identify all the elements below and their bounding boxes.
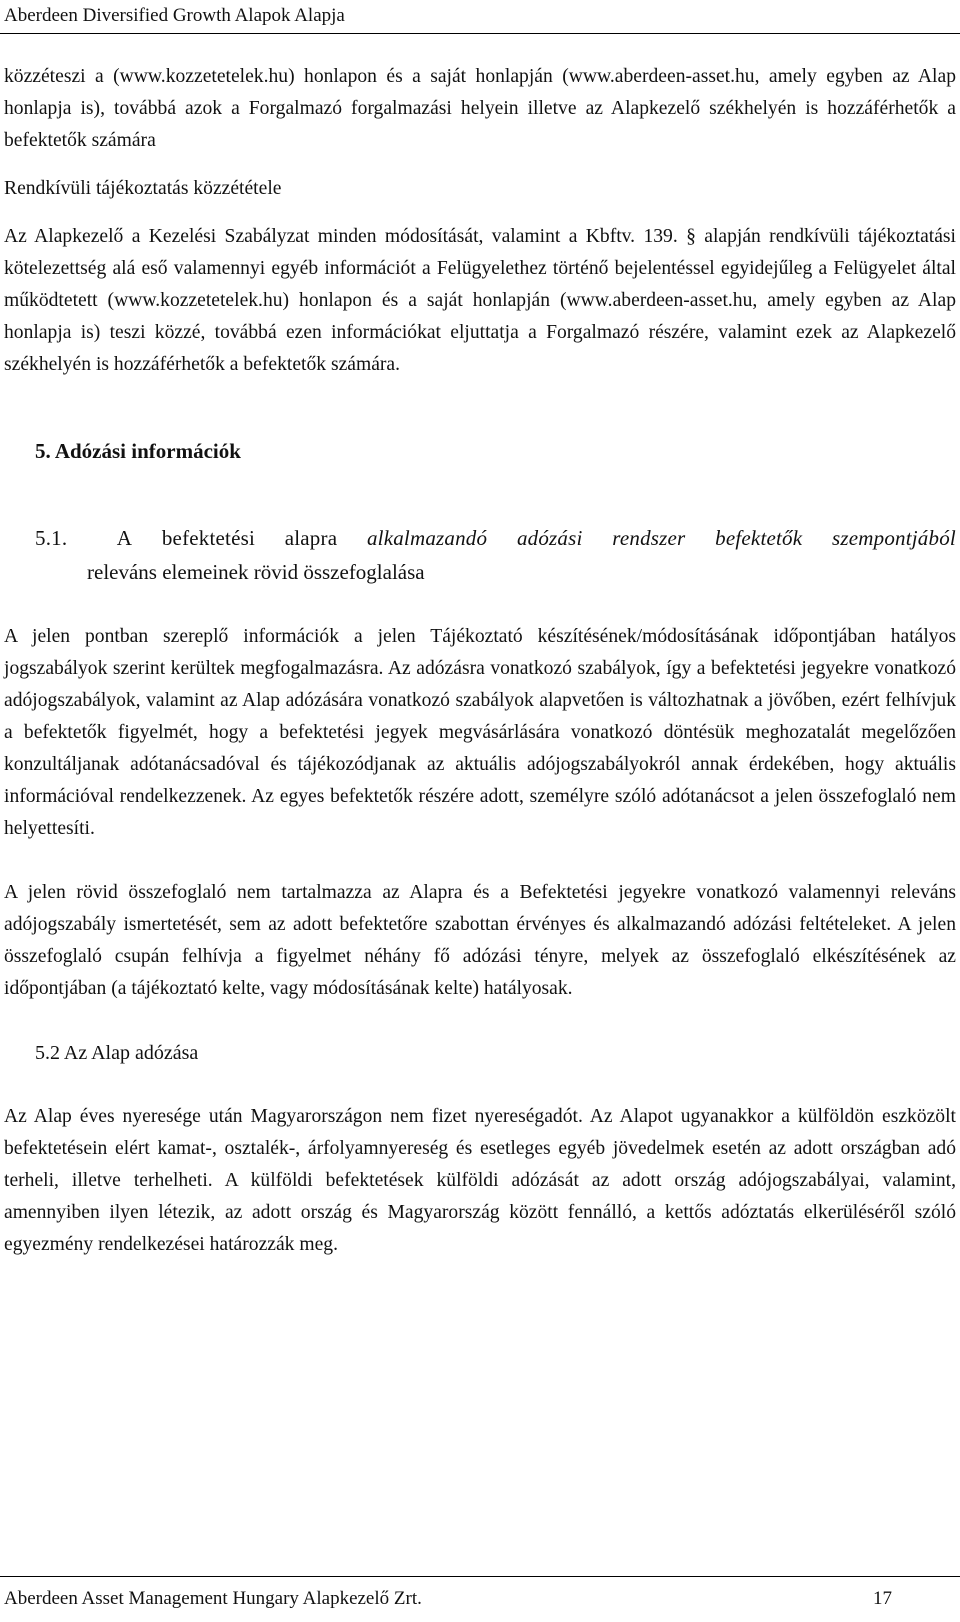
heading-word: A <box>116 526 133 550</box>
page-footer <box>0 1576 960 1622</box>
heading-word: alapra <box>284 526 338 550</box>
document-body <box>4 61 956 1261</box>
tax-paragraph-2: A jelen rövid összefoglaló nem tartalmazza az Alapra és a Befektetési jegyekre vonatkozó valamennyi releváns adójogszabály ismertetését, sem az adott befektetőre szabottan érvényes és alkalmazandó adózási feltételeket. A jelen összefoglaló csupán felhívja a figyelmet néhány fő adózási tényre, melyek az összefoglaló elkészítésének az időpontjában (a tájékoztató kelte, vagy módosításának kelte) hatályosak. <box>4 882 956 999</box>
heading-italic-word: adózási <box>516 526 583 550</box>
heading-italic-word: szempontjából <box>832 526 956 550</box>
document-title: Aberdeen Diversified Growth Alapok Alapja <box>4 5 345 26</box>
section-5-heading: 5. Adózási információk <box>35 439 241 463</box>
subsection-5-1-line1 <box>35 521 956 555</box>
page-number: 17 <box>873 1588 892 1609</box>
fund-tax-paragraph: Az Alap éves nyeresége után Magyarországon nem fizet nyereségadót. Az Alapot ugyanakkor a külföldön eszközölt befektetésein elért kamat-, osztalék-, árfolyamnyereség és esetleges egyéb jövedelmek esetén az adott országban adó terheli, illetve terhelheti. A külföldi befektetések külföldi adózását az adott ország adójogszabályai, valamint, amennyiben ilyen létezik, az adott ország és Magyarország között fennálló, a kettős adóztatás elkerüléséről szóló egyezmény rendelkezései határozzák meg. <box>4 1106 956 1255</box>
heading-italic-word: rendszer <box>612 526 686 550</box>
intro-paragraph: közzéteszi a (www.kozzetetelek.hu) honlapon és a saját honlapján (www.aberdeen-asset.hu, amely egyben az Alap honlapja is), továbbá azok a Forgalmazó forgalmazási helyein illetve az Alapkezelő székhelyén is hozzáférhetők a befektetők számára <box>4 66 956 151</box>
heading-word: befektetési <box>161 526 255 550</box>
subsection-5-2-heading: 5.2 Az Alap adózása <box>35 1042 199 1064</box>
tax-paragraph-1: A jelen pontban szereplő információk a jelen Tájékoztató készítésének/módosításának időpontjában hatályos jogszabályok szerint kerültek megfogalmazásra. Az adózásra vonatkozó szabályok, így a befektetési jegyekre vonatkozó adójogszabályok, valamint az Alap adózására vonatkozó szabályok alapvetően is változhatnak a jövőben, ezért felhívjuk a befektetők figyelmét, hogy a befektetési jegyek megvásárlására vonatkozó döntésük meghozatalát megelőzően konzultáljanak adótanácsadóval és tájékozódjanak az aktuális adójogszabályokról annak érdekében, hogy aktuális információval rendelkezzenek. Az egyes befektetők részére adott, személyre szóló adótanácsot a jelen összefoglaló nem helyettesíti. <box>4 626 956 839</box>
extraordinary-info-paragraph: Az Alapkezelő a Kezelési Szabályzat minden módosítását, valamint a Kbftv. 139. § alapján rendkívüli tájékoztatási kötelezettség alá eső valamennyi egyéb információt a Felügyelethez történő bejelentéssel egyidejűleg a Felügyelet által működtetett (www.kozzetetelek.hu) honlapon és a saját honlapján (www.aberdeen-asset.hu, amely egyben az Alap honlapja is) teszi közzé, továbbá ezen információkat eljuttatja a Forgalmazó részére, valamint ezek az Alapkezelő székhelyén is hozzáférhetők a befektetők számára. <box>4 226 956 375</box>
extraordinary-info-title: Rendkívüli tájékoztatás közzététele <box>4 178 282 199</box>
heading-italic-word: befektetők <box>715 526 803 550</box>
footer-company: Aberdeen Asset Management Hungary Alapkezelő Zrt. <box>4 1588 422 1609</box>
subsection-number: 5.1. <box>35 526 68 550</box>
subsection-5-1-heading <box>4 521 956 589</box>
page-header <box>0 0 960 34</box>
subsection-5-1-line2: releváns elemeinek rövid összefoglalása <box>87 560 425 584</box>
heading-italic-word: alkalmazandó <box>366 526 488 550</box>
